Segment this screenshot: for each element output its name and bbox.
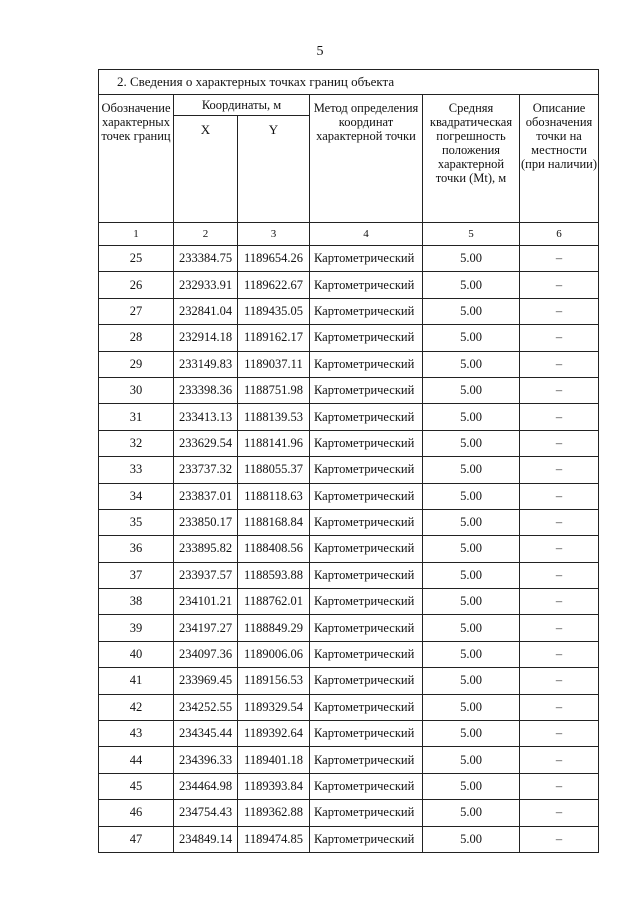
method: Картометрический <box>310 826 423 852</box>
error: 5.00 <box>423 721 520 747</box>
method: Картометрический <box>310 483 423 509</box>
column-number: 6 <box>520 223 599 246</box>
description-dash: – <box>520 562 599 588</box>
column-number: 2 <box>174 223 238 246</box>
coord-y: 1188408.56 <box>238 536 310 562</box>
point-id: 32 <box>99 430 174 456</box>
method: Картометрический <box>310 430 423 456</box>
description-dash: – <box>520 509 599 535</box>
method: Картометрический <box>310 351 423 377</box>
description-dash: – <box>520 536 599 562</box>
table-row <box>99 536 599 562</box>
table-row <box>99 826 599 852</box>
method: Картометрический <box>310 615 423 641</box>
description-dash: – <box>520 589 599 615</box>
table-row <box>99 246 599 272</box>
point-id: 28 <box>99 325 174 351</box>
error: 5.00 <box>423 325 520 351</box>
coord-x: 234197.27 <box>174 615 238 641</box>
table-row <box>99 641 599 667</box>
point-id: 37 <box>99 562 174 588</box>
table-row <box>99 589 599 615</box>
error: 5.00 <box>423 404 520 430</box>
error: 5.00 <box>423 272 520 298</box>
coord-y: 1188751.98 <box>238 377 310 403</box>
method: Картометрический <box>310 404 423 430</box>
error: 5.00 <box>423 509 520 535</box>
error: 5.00 <box>423 536 520 562</box>
table-row <box>99 325 599 351</box>
coord-x: 234252.55 <box>174 694 238 720</box>
coord-x: 234101.21 <box>174 589 238 615</box>
error: 5.00 <box>423 589 520 615</box>
coord-y: 1189006.06 <box>238 641 310 667</box>
error: 5.00 <box>423 351 520 377</box>
method: Картометрический <box>310 747 423 773</box>
point-id: 30 <box>99 377 174 403</box>
point-id: 26 <box>99 272 174 298</box>
method: Картометрический <box>310 773 423 799</box>
method: Картометрический <box>310 298 423 324</box>
coord-y: 1188168.84 <box>238 509 310 535</box>
coord-y: 1189329.54 <box>238 694 310 720</box>
coord-y: 1189037.11 <box>238 351 310 377</box>
coord-x: 233413.13 <box>174 404 238 430</box>
coord-x: 232933.91 <box>174 272 238 298</box>
coord-x: 234464.98 <box>174 773 238 799</box>
table-row <box>99 430 599 456</box>
coord-x: 233398.36 <box>174 377 238 403</box>
table-body <box>99 246 599 853</box>
method: Картометрический <box>310 457 423 483</box>
coord-y: 1189622.67 <box>238 272 310 298</box>
column-number: 5 <box>423 223 520 246</box>
error: 5.00 <box>423 457 520 483</box>
description-dash: – <box>520 377 599 403</box>
description-dash: – <box>520 694 599 720</box>
description-dash: – <box>520 826 599 852</box>
point-id: 33 <box>99 457 174 483</box>
point-id: 39 <box>99 615 174 641</box>
error: 5.00 <box>423 694 520 720</box>
table-row <box>99 272 599 298</box>
coord-y: 1188762.01 <box>238 589 310 615</box>
coord-x: 233149.83 <box>174 351 238 377</box>
coord-x: 232914.18 <box>174 325 238 351</box>
table-row <box>99 457 599 483</box>
description-dash: – <box>520 298 599 324</box>
coord-x: 233629.54 <box>174 430 238 456</box>
point-id: 46 <box>99 800 174 826</box>
header-row <box>99 95 599 116</box>
description-dash: – <box>520 325 599 351</box>
coord-x: 234849.14 <box>174 826 238 852</box>
coord-y: 1189392.64 <box>238 721 310 747</box>
coord-y: 1188139.53 <box>238 404 310 430</box>
description-dash: – <box>520 747 599 773</box>
description-dash: – <box>520 721 599 747</box>
description-dash: – <box>520 430 599 456</box>
error: 5.00 <box>423 747 520 773</box>
method: Картометрический <box>310 325 423 351</box>
coord-y: 1188118.63 <box>238 483 310 509</box>
point-id: 35 <box>99 509 174 535</box>
method: Картометрический <box>310 589 423 615</box>
header-designation: Обозначение характерных точек границ <box>99 95 174 223</box>
method: Картометрический <box>310 377 423 403</box>
point-id: 29 <box>99 351 174 377</box>
table-row <box>99 351 599 377</box>
error: 5.00 <box>423 668 520 694</box>
method: Картометрический <box>310 641 423 667</box>
coord-y: 1188055.37 <box>238 457 310 483</box>
method: Картометрический <box>310 246 423 272</box>
coord-y: 1189401.18 <box>238 747 310 773</box>
error: 5.00 <box>423 246 520 272</box>
method: Картометрический <box>310 721 423 747</box>
table-row <box>99 298 599 324</box>
coord-x: 233384.75 <box>174 246 238 272</box>
coord-x: 233837.01 <box>174 483 238 509</box>
coord-x: 232841.04 <box>174 298 238 324</box>
header-x: X <box>174 116 238 223</box>
coord-x: 233737.32 <box>174 457 238 483</box>
description-dash: – <box>520 668 599 694</box>
error: 5.00 <box>423 773 520 799</box>
method: Картометрический <box>310 694 423 720</box>
point-id: 41 <box>99 668 174 694</box>
table-row <box>99 800 599 826</box>
header-error: Средняя квадратическая погрешность положения характерной точки (Mt), м <box>423 95 520 223</box>
boundary-points-table <box>98 69 599 853</box>
table-row <box>99 694 599 720</box>
coord-y: 1188849.29 <box>238 615 310 641</box>
description-dash: – <box>520 272 599 298</box>
method: Картометрический <box>310 800 423 826</box>
table-row <box>99 509 599 535</box>
table-row <box>99 747 599 773</box>
description-dash: – <box>520 404 599 430</box>
point-id: 47 <box>99 826 174 852</box>
description-dash: – <box>520 773 599 799</box>
table-row <box>99 668 599 694</box>
method: Картометрический <box>310 562 423 588</box>
coord-y: 1188141.96 <box>238 430 310 456</box>
point-id: 25 <box>99 246 174 272</box>
table-row <box>99 562 599 588</box>
error: 5.00 <box>423 483 520 509</box>
point-id: 43 <box>99 721 174 747</box>
header-coordinates: Координаты, м <box>174 95 310 116</box>
error: 5.00 <box>423 615 520 641</box>
page-number: 5 <box>316 44 324 59</box>
method: Картометрический <box>310 509 423 535</box>
column-number: 1 <box>99 223 174 246</box>
coord-x: 234097.36 <box>174 641 238 667</box>
table-title-row <box>99 70 599 95</box>
table-row <box>99 721 599 747</box>
coord-x: 233969.45 <box>174 668 238 694</box>
coord-y: 1189156.53 <box>238 668 310 694</box>
column-number-row <box>99 223 599 246</box>
method: Картометрический <box>310 536 423 562</box>
point-id: 36 <box>99 536 174 562</box>
point-id: 45 <box>99 773 174 799</box>
column-number: 3 <box>238 223 310 246</box>
header-method: Метод определения координат характерной точки <box>310 95 423 223</box>
coord-y: 1189654.26 <box>238 246 310 272</box>
coord-x: 233937.57 <box>174 562 238 588</box>
description-dash: – <box>520 615 599 641</box>
error: 5.00 <box>423 430 520 456</box>
description-dash: – <box>520 800 599 826</box>
table-row <box>99 773 599 799</box>
error: 5.00 <box>423 641 520 667</box>
coord-y: 1189362.88 <box>238 800 310 826</box>
point-id: 34 <box>99 483 174 509</box>
description-dash: – <box>520 246 599 272</box>
coord-y: 1188593.88 <box>238 562 310 588</box>
table-row <box>99 483 599 509</box>
point-id: 44 <box>99 747 174 773</box>
method: Картометрический <box>310 668 423 694</box>
table-row <box>99 615 599 641</box>
error: 5.00 <box>423 826 520 852</box>
error: 5.00 <box>423 562 520 588</box>
description-dash: – <box>520 641 599 667</box>
header-y: Y <box>238 116 310 223</box>
description-dash: – <box>520 457 599 483</box>
point-id: 42 <box>99 694 174 720</box>
coord-y: 1189393.84 <box>238 773 310 799</box>
error: 5.00 <box>423 377 520 403</box>
error: 5.00 <box>423 800 520 826</box>
description-dash: – <box>520 351 599 377</box>
coord-y: 1189435.05 <box>238 298 310 324</box>
point-id: 40 <box>99 641 174 667</box>
coord-x: 233895.82 <box>174 536 238 562</box>
coord-y: 1189162.17 <box>238 325 310 351</box>
table-row <box>99 404 599 430</box>
coord-x: 234754.43 <box>174 800 238 826</box>
header-description: Описание обозначения точки на местности (при наличии) <box>520 95 599 223</box>
point-id: 31 <box>99 404 174 430</box>
table-row <box>99 377 599 403</box>
point-id: 38 <box>99 589 174 615</box>
point-id: 27 <box>99 298 174 324</box>
coord-x: 234345.44 <box>174 721 238 747</box>
coord-x: 234396.33 <box>174 747 238 773</box>
error: 5.00 <box>423 298 520 324</box>
method: Картометрический <box>310 272 423 298</box>
table-title: 2. Сведения о характерных точках границ объекта <box>99 70 599 95</box>
coord-y: 1189474.85 <box>238 826 310 852</box>
description-dash: – <box>520 483 599 509</box>
column-number: 4 <box>310 223 423 246</box>
coord-x: 233850.17 <box>174 509 238 535</box>
